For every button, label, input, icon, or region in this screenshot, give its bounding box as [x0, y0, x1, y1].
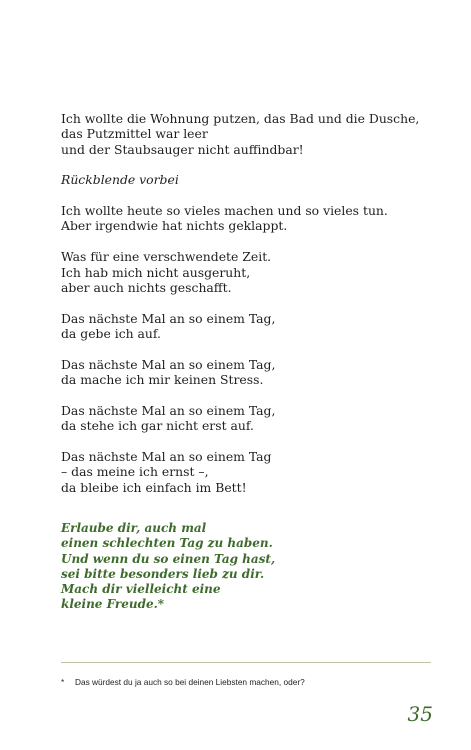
footnote-divider: [61, 662, 431, 663]
stanza-7: [61, 403, 421, 434]
poem-line: Was für eine verschwendete Zeit.: [61, 249, 272, 265]
poem-line-italic: Rückblende vorbei: [61, 172, 179, 188]
stanza-flashback: [61, 172, 421, 187]
poem-line: und der Staubsauger nicht auffindbar!: [61, 141, 304, 157]
poem-line: Ich wollte heute so vieles machen und so vieles tun.: [61, 203, 388, 219]
footnote: [61, 677, 431, 688]
page-number: 35: [407, 702, 433, 726]
poem-text: [61, 111, 421, 510]
poem-line: Das nächste Mal an so einem Tag,: [61, 310, 276, 326]
poem-line: Ich hab mich nicht ausgeruht,: [61, 264, 251, 280]
poem-line: da bleibe ich einfach im Bett!: [61, 479, 247, 495]
stanza-3: [61, 203, 421, 234]
poem-line: Das nächste Mal an so einem Tag,: [61, 356, 276, 372]
poem-line: Aber irgendwie hat nichts geklappt.: [61, 218, 288, 234]
poem-line: – das meine ich ernst –,: [61, 464, 209, 480]
poem-line: da gebe ich auf.: [61, 325, 161, 341]
stanza-4: [61, 249, 421, 295]
poem-line: Das nächste Mal an so einem Tag,: [61, 402, 276, 418]
callout-line: kleine Freude.*: [61, 597, 165, 612]
poem-line: da mache ich mir keinen Stress.: [61, 372, 264, 388]
poem-line: da stehe ich gar nicht erst auf.: [61, 418, 254, 434]
stanza-1: [61, 111, 421, 157]
poem-line: aber auch nichts geschafft.: [61, 279, 232, 295]
stanza-6: [61, 357, 421, 388]
footnote-text: Das würdest du ja auch so bei deinen Liebsten machen, oder?: [75, 677, 305, 687]
poem-line: das Putzmittel war leer: [61, 126, 208, 142]
callout-line: sei bitte besonders lieb zu dir.: [61, 566, 265, 581]
footnote-marker: *: [61, 677, 65, 687]
callout-line: Und wenn du so einen Tag hast,: [61, 551, 276, 566]
callout-line: einen schlechten Tag zu haben.: [61, 536, 273, 551]
stanza-5: [61, 311, 421, 342]
callout-line: Mach dir vielleicht eine: [61, 582, 221, 597]
poem-line: Ich wollte die Wohnung putzen, das Bad und die Dusche,: [61, 111, 420, 126]
callout-line: Erlaube dir, auch mal: [61, 521, 207, 535]
poem-line: Das nächste Mal an so einem Tag: [61, 448, 272, 464]
encouragement-callout: [61, 521, 421, 613]
stanza-8: [61, 449, 421, 495]
